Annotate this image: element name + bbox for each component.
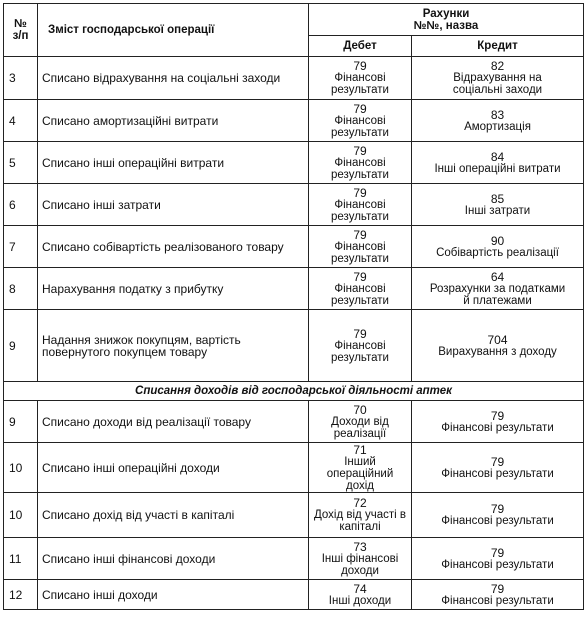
credit-account-code: 82 (490, 59, 505, 73)
credit-account-name: Фінансові результати (441, 558, 554, 571)
row-number: 7 (4, 226, 38, 268)
operation-text: Списано доходи від реалізації товару (38, 401, 309, 443)
credit-account-code: 83 (490, 107, 505, 122)
table-row (4, 493, 584, 538)
credit-account (412, 310, 584, 382)
debit-account (309, 142, 412, 184)
operation-text: Надання знижок покупцям, вартість повернутого покупцем товару (38, 310, 309, 382)
credit-account-code: 79 (490, 545, 505, 560)
row-number: 9 (4, 401, 38, 443)
credit-account-code: 79 (490, 408, 505, 423)
credit-account-name: Інші затрати (464, 204, 531, 217)
credit-account-code: 90 (490, 233, 505, 248)
row-number: 4 (4, 100, 38, 142)
operation-text: Нарахування податку з прибутку (38, 268, 309, 310)
debit-account-name: Фінансові результати (331, 72, 389, 96)
credit-account (412, 142, 584, 184)
table-row (4, 100, 584, 142)
debit-account (309, 57, 412, 100)
credit-account-code: 79 (490, 581, 505, 596)
operation-text: Списано дохід від участі в капіталі (38, 493, 309, 538)
operation-text: Списано інші операційні витрати (38, 142, 309, 184)
debit-account-code: 79 (353, 143, 367, 158)
bottom-rows (4, 401, 584, 610)
credit-account-name: Фінансові результати (441, 421, 554, 434)
debit-account-code: 79 (353, 59, 367, 73)
debit-account-name: Дохід від участі в капіталі (314, 509, 406, 533)
row-number: 6 (4, 184, 38, 226)
row-number: 12 (4, 580, 38, 610)
credit-account-name: Собівартість реалізації (436, 246, 559, 259)
table-row (4, 57, 584, 100)
row-number: 10 (4, 443, 38, 493)
credit-account (412, 184, 584, 226)
row-number: 3 (4, 57, 38, 100)
credit-account (412, 580, 584, 610)
row-number: 8 (4, 268, 38, 310)
operation-text: Списано інші фінансові доходи (38, 538, 309, 580)
debit-account-name: Фінансові результати (331, 282, 389, 307)
operation-text: Списано інші затрати (38, 184, 309, 226)
credit-account (412, 401, 584, 443)
operation-text: Списано амортизаційні витрати (38, 100, 309, 142)
credit-account (412, 493, 584, 538)
debit-account (309, 268, 412, 310)
operations-table (3, 3, 584, 610)
credit-account (412, 226, 584, 268)
header-content: Зміст господарської операції (38, 4, 309, 57)
credit-account-name: Відрахування на соціальні заходи (452, 72, 543, 96)
row-number: 10 (4, 493, 38, 538)
debit-account-name: Інший операційний дохід (326, 455, 394, 492)
debit-account-name: Доходи від реалізації (331, 415, 389, 440)
row-number: 11 (4, 538, 38, 580)
debit-account (309, 580, 412, 610)
debit-account-name: Фінансові результати (331, 198, 389, 223)
credit-account (412, 100, 584, 142)
operation-text: Списано інші доходи (38, 580, 309, 610)
debit-account-code: 79 (353, 326, 367, 341)
debit-account-code: 73 (353, 539, 367, 554)
operation-text: Списано відрахування на соціальні заходи (38, 57, 309, 100)
debit-account (309, 226, 412, 268)
credit-account-name: Фінансові результати (441, 467, 554, 480)
debit-account-name: Фінансові результати (331, 240, 389, 265)
debit-account (309, 493, 412, 538)
debit-account (309, 184, 412, 226)
credit-account-name: Амортизація (464, 120, 531, 133)
header-num: № з/п (4, 4, 38, 57)
debit-account-code: 79 (353, 269, 367, 284)
operation-text: Списано інші операційні доходи (38, 443, 309, 493)
credit-account-code: 84 (490, 149, 505, 164)
table-row (4, 401, 584, 443)
row-number: 9 (4, 310, 38, 382)
debit-account-code: 74 (353, 581, 367, 596)
credit-account-code: 79 (490, 502, 505, 516)
debit-account-name: Фінансові результати (331, 339, 389, 364)
debit-account-code: 71 (353, 442, 367, 457)
credit-account (412, 538, 584, 580)
credit-account-name: Фінансові результати (441, 594, 554, 607)
debit-account (309, 443, 412, 493)
header-accounts: Рахунки №№, назва (309, 4, 584, 36)
credit-account-name: Вирахування з доходу (438, 345, 557, 358)
credit-account-code: 79 (490, 454, 505, 469)
debit-account-name: Інші доходи (328, 594, 392, 607)
debit-account-code: 79 (353, 227, 367, 242)
operation-text: Списано собівартість реалізованого товару (38, 226, 309, 268)
table-row (4, 580, 584, 610)
header-credit: Кредит (412, 36, 584, 57)
credit-account-name: Інші операційні витрати (434, 162, 561, 175)
debit-account-code: 70 (353, 402, 367, 417)
credit-account-code: 64 (490, 269, 505, 284)
table-row (4, 142, 584, 184)
debit-account (309, 100, 412, 142)
debit-account-name: Інші фінансові доходи (321, 552, 399, 577)
table-row (4, 226, 584, 268)
credit-account (412, 57, 584, 100)
credit-account-name: Розрахунки за податками й платежами (429, 282, 566, 307)
header-debit: Дебет (309, 36, 412, 57)
credit-account-code: 85 (490, 191, 505, 206)
credit-account-name: Фінансові результати (441, 515, 554, 527)
table-row (4, 443, 584, 493)
section-title: Списання доходів від господарської діяльності аптек (4, 382, 584, 401)
row-number: 5 (4, 142, 38, 184)
credit-account (412, 443, 584, 493)
debit-account-code: 79 (353, 185, 367, 200)
table-row (4, 538, 584, 580)
credit-account (412, 268, 584, 310)
table-row (4, 310, 584, 382)
credit-account-code: 704 (487, 332, 508, 347)
debit-account-code: 79 (353, 101, 367, 116)
debit-account (309, 401, 412, 443)
top-rows (4, 57, 584, 382)
debit-account-code: 72 (353, 496, 367, 510)
table-row (4, 184, 584, 226)
debit-account-name: Фінансові результати (331, 114, 389, 139)
table-row (4, 268, 584, 310)
debit-account (309, 310, 412, 382)
debit-account (309, 538, 412, 580)
debit-account-name: Фінансові результати (331, 156, 389, 181)
